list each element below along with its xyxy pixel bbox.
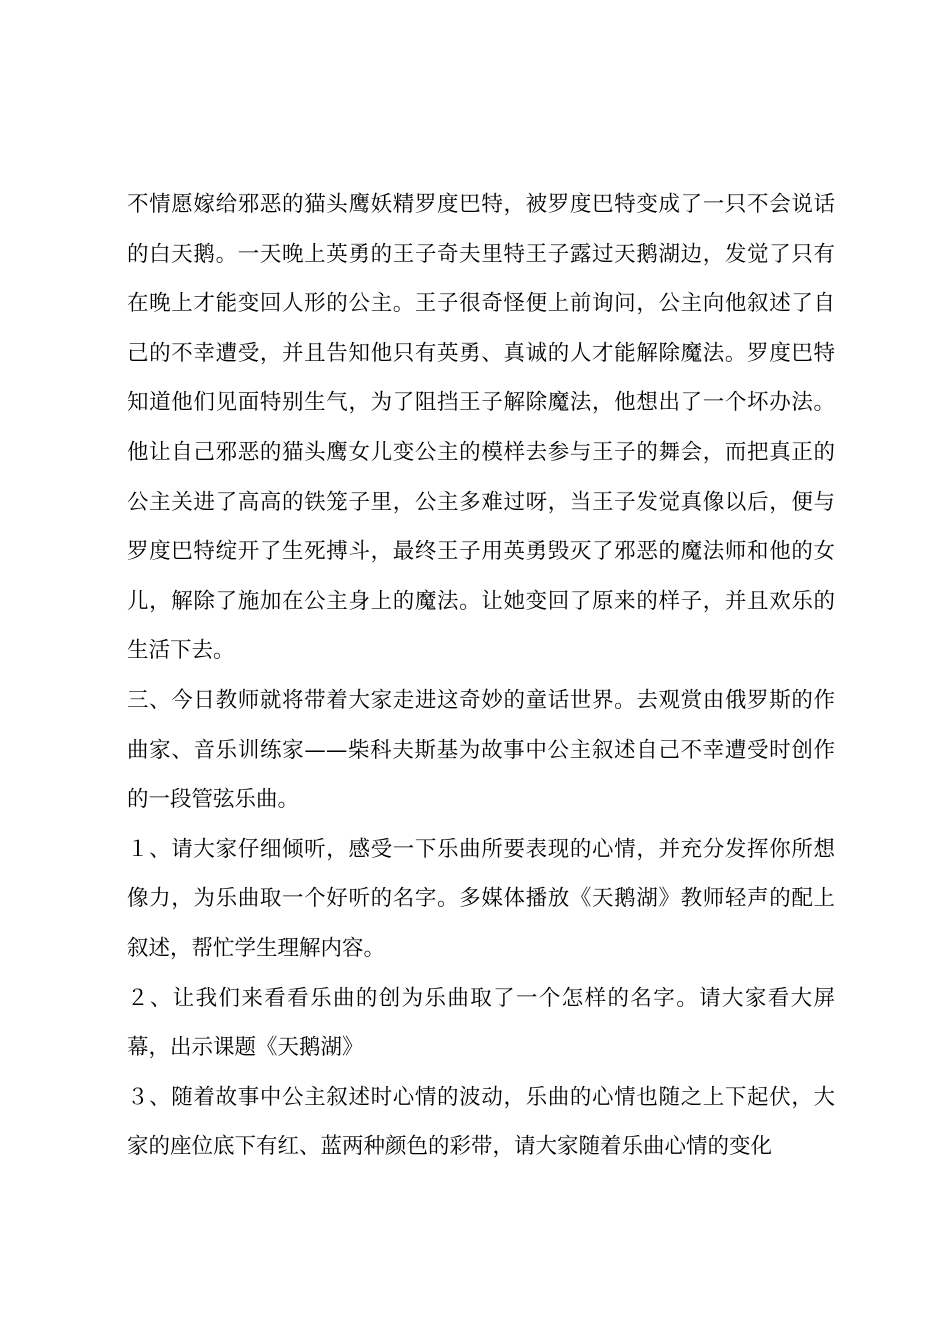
paragraph-section-three: 三、今日教师就将带着大家走进这奇妙的童话世界。去观赏由俄罗斯的作曲家、音乐训练家——柴科夫斯基为故事中公主叙述自己不幸遭受时创作的一段管弦乐曲。 <box>127 687 835 813</box>
paragraph-item-2: ２、让我们来看看乐曲的创为乐曲取了一个怎样的名字。请大家看大屏幕，出示课题《天鹅湖》 <box>127 985 835 1061</box>
document-body <box>127 180 835 1172</box>
paragraph-story: 不情愿嫁给邪恶的猫头鹰妖精罗度巴特，被罗度巴特变成了一只不会说话的白天鹅。一天晚上英勇的王子奇夫里特王子露过天鹅湖边，发觉了只有在晚上才能变回人形的公主。王子很奇怪便上前询问，公主向他叙述了自己的不幸遭受，并且告知他只有英勇、真诚的人才能解除魔法。罗度巴特知道他们见面特别生气，为了阻挡王子解除魔法，他想出了一个坏办法。他让自己邪恶的猫头鹰女儿变公主的模样去参与王子的舞会，而把真正的公主关进了高高的铁笼子里，公主多难过呀，当王子发觉真像以后，便与罗度巴特绽开了生死搏斗，最终王子用英勇毁灭了邪恶的魔法师和他的女儿，解除了施加在公主身上的魔法。让她变回了原来的样子，并且欢乐的生活下去。 <box>127 192 835 664</box>
paragraph-item-3: ３、随着故事中公主叙述时心情的波动，乐曲的心情也随之上下起伏，大家的座位底下有红、蓝两种颜色的彩带，请大家随着乐曲心情的变化 <box>127 1084 835 1160</box>
paragraph-item-1: １、请大家仔细倾听，感受一下乐曲所要表现的心情，并充分发挥你所想像力，为乐曲取一个好听的名字。多媒体播放《天鹅湖》教师轻声的配上叙述，帮忙学生理解内容。 <box>127 836 835 961</box>
